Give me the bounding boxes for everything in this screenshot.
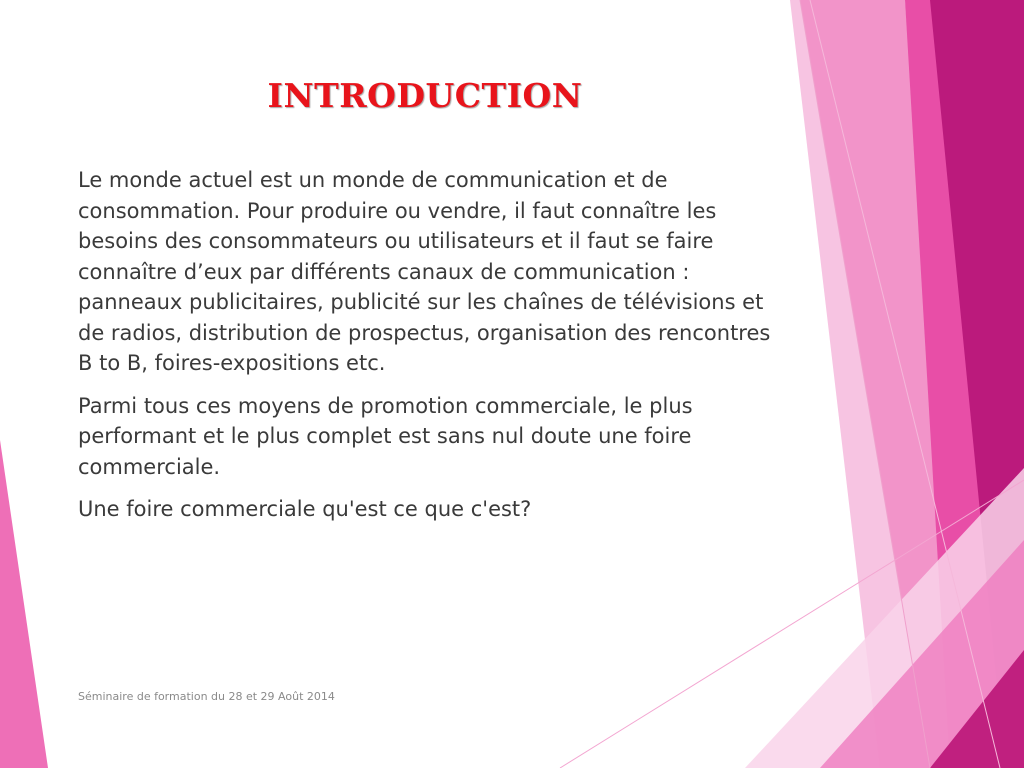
slide-footer: Séminaire de formation du 28 et 29 Août 2014 — [78, 690, 335, 703]
slide-title: INTRODUCTION — [267, 76, 583, 115]
body-paragraph-2: Parmi tous ces moyens de promotion commerciale, le plus performant et le plus complet est sans nul doute une foire commerciale. — [78, 393, 693, 479]
body-paragraph-1: Le monde actuel est un monde de communication et de consommation. Pour produire ou vendre, il faut connaître les besoins des consommateurs ou utilisateurs et il faut se faire connaître d’eux par différents canaux de communication : panneaux publicitaires, publicité sur les chaînes de télévisions et de radios, distribution de prospectus, organisation des rencontres B to B, foires-expositions etc. — [78, 168, 771, 375]
left-pink-facet — [0, 440, 48, 768]
body-paragraph-3: Une foire commerciale qu'est ce que c'est? — [78, 497, 532, 521]
slide-body — [78, 165, 778, 537]
